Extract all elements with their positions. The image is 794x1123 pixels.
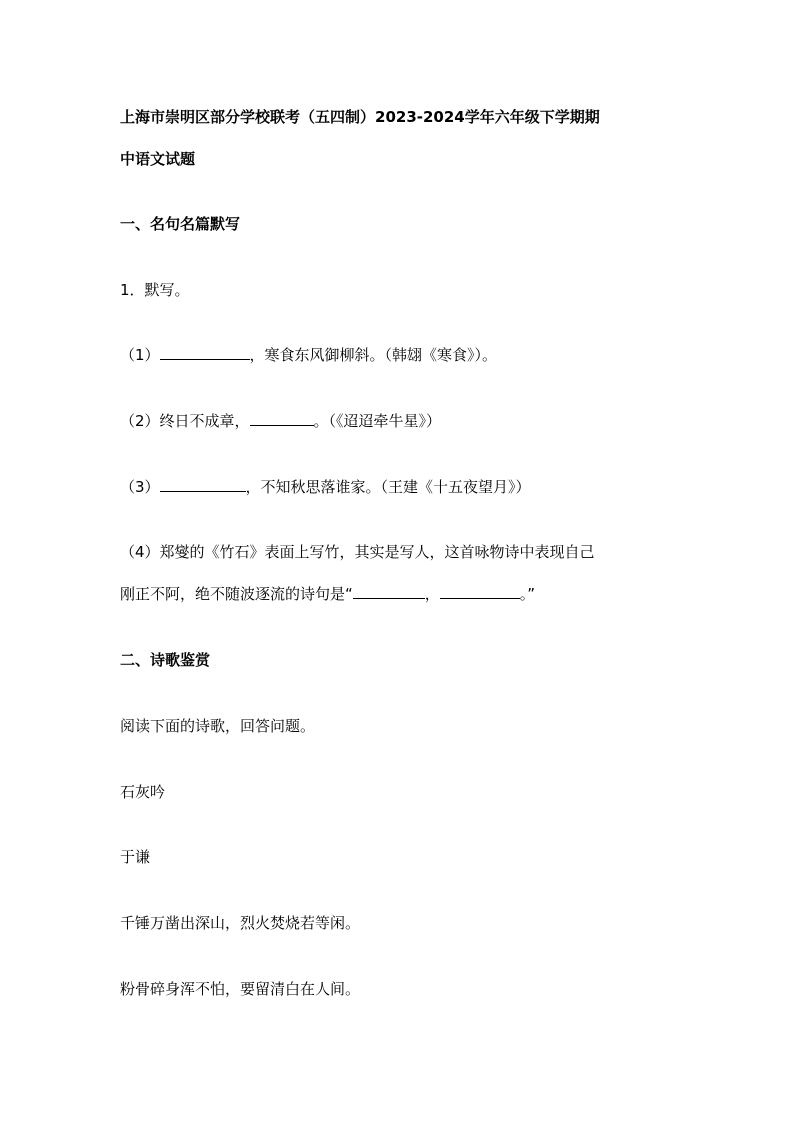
doc-title-line1: 上海市崇明区部分学校联考（五四制）2023-2024学年六年级下学期期 <box>120 108 600 126</box>
question-1-3-suffix: ，不知秋思落谁家。（王建《十五夜望月》） <box>245 478 531 496</box>
question-1-label: 1．默写。 <box>120 281 190 299</box>
section-heading-poetry: 二、诗歌鉴赏 <box>120 651 211 669</box>
answer-blank-1-1[interactable] <box>160 345 250 360</box>
question-1-4-mid: ， <box>424 585 440 603</box>
poem-author: 于谦 <box>120 848 151 866</box>
question-1-1-prefix: （1） <box>120 346 160 364</box>
question-1-4-suffix: 。” <box>519 585 536 603</box>
question-1-1-suffix: ，寒食东风御柳斜。（韩翃《寒食》）。 <box>249 346 498 364</box>
answer-blank-1-4a[interactable] <box>353 584 425 599</box>
question-1-3-prefix: （3） <box>120 478 160 496</box>
question-1-4-line2 <box>120 584 535 604</box>
poem-title: 石灰吟 <box>120 783 166 801</box>
question-1-4-line1: （4）郑燮的《竹石》表面上写竹，其实是写人，这首咏物诗中表现自己 <box>120 543 595 561</box>
question-1-4-prefix: 刚正不阿，绝不随波逐流的诗句是“ <box>120 585 353 603</box>
question-1-2-suffix: 。（《迢迢牵牛星》） <box>313 412 442 430</box>
answer-blank-1-4b[interactable] <box>440 584 520 599</box>
answer-blank-1-3[interactable] <box>160 477 246 492</box>
answer-blank-1-2[interactable] <box>250 411 314 426</box>
poem-line-2: 粉骨碎身浑不怕，要留清白在人间。 <box>120 980 361 998</box>
poem-line-1: 千锤万凿出深山，烈火焚烧若等闲。 <box>120 914 361 932</box>
question-1-2-prefix: （2）终日不成章， <box>120 412 250 430</box>
question-1-2 <box>120 411 441 431</box>
question-1-3 <box>120 477 531 497</box>
section-heading-dictation: 一、名句名篇默写 <box>120 215 241 233</box>
reading-instruction: 阅读下面的诗歌，回答问题。 <box>120 717 316 735</box>
question-1-1 <box>120 345 497 365</box>
doc-title-line2: 中语文试题 <box>120 150 196 168</box>
